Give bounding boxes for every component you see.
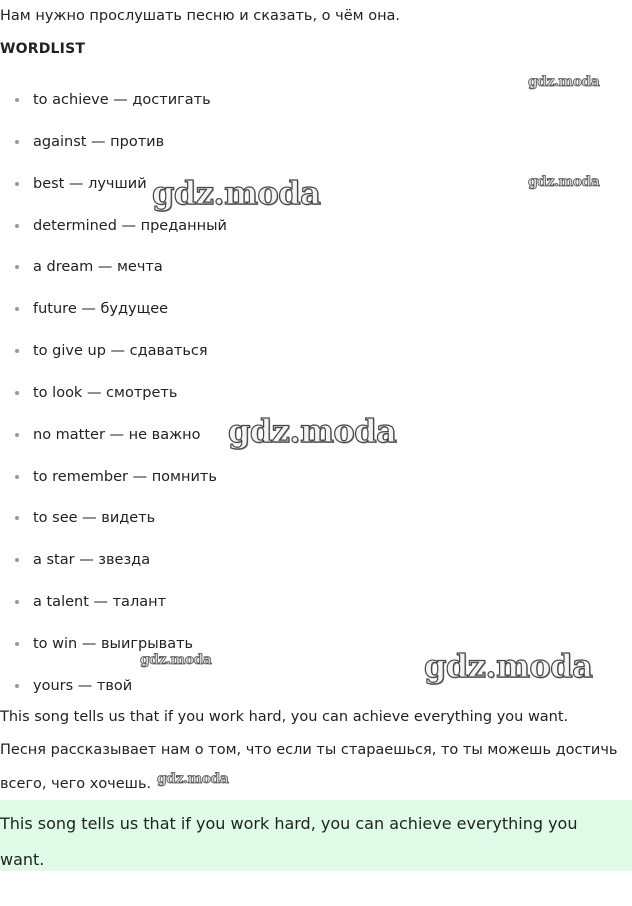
bullet-icon bbox=[15, 182, 19, 186]
watermark: gdz.moda bbox=[152, 174, 321, 212]
list-item-text: to look — смотреть bbox=[33, 384, 178, 401]
bullet-icon bbox=[15, 642, 19, 646]
wordlist-heading: WORDLIST bbox=[0, 41, 86, 57]
intro-text: Нам нужно прослушать песню и сказать, о чём она. bbox=[0, 8, 401, 24]
bullet-icon bbox=[15, 224, 19, 228]
watermark: gdz.moda bbox=[528, 174, 600, 190]
list-item bbox=[0, 90, 227, 132]
bullet-icon bbox=[15, 516, 19, 520]
list-item bbox=[0, 383, 227, 425]
bullet-icon bbox=[15, 265, 19, 269]
answer-box bbox=[0, 800, 632, 871]
list-item-text: a talent — талант bbox=[33, 594, 167, 611]
bullet-icon bbox=[15, 684, 19, 688]
list-item-text: determined — преданный bbox=[33, 217, 227, 234]
answer-text: This song tells us that if you work hard, you can achieve everything you want. bbox=[0, 814, 578, 869]
list-item-text: a star — звезда bbox=[33, 552, 151, 569]
bullet-icon bbox=[15, 433, 19, 437]
bullet-icon bbox=[15, 349, 19, 353]
bullet-icon bbox=[15, 475, 19, 479]
watermark: gdz.moda bbox=[140, 652, 212, 668]
list-item-text: against — против bbox=[33, 133, 165, 150]
list-item bbox=[0, 550, 227, 592]
watermark: gdz.moda bbox=[228, 412, 397, 450]
bullet-icon bbox=[15, 140, 19, 144]
list-item-text: to see — видеть bbox=[33, 510, 156, 527]
watermark: gdz.moda bbox=[528, 74, 600, 90]
list-item bbox=[0, 467, 227, 509]
list-item bbox=[0, 341, 227, 383]
list-item-text: to win — выигрывать bbox=[33, 635, 194, 652]
bullet-icon bbox=[15, 307, 19, 311]
list-item bbox=[0, 216, 227, 258]
list-item bbox=[0, 132, 227, 174]
bullet-icon bbox=[15, 98, 19, 102]
bullet-icon bbox=[15, 391, 19, 395]
list-item-text: best — лучший bbox=[33, 175, 147, 192]
list-item-text: to give up — сдаваться bbox=[33, 343, 208, 360]
paragraph-russian-line-2: всего, чего хочешь. bbox=[0, 776, 152, 792]
list-item-text: to achieve — достигать bbox=[33, 92, 211, 108]
paragraph-english: This song tells us that if you work hard, you can achieve everything you want. bbox=[0, 709, 569, 725]
bullet-icon bbox=[15, 558, 19, 562]
list-item-text: a dream — мечта bbox=[33, 259, 163, 276]
watermark: gdz.moda bbox=[424, 647, 593, 685]
list-item-text: future — будущее bbox=[33, 301, 169, 318]
list-item bbox=[0, 592, 227, 634]
list-item-text: yours — твой bbox=[33, 677, 133, 694]
list-item bbox=[0, 299, 227, 341]
paragraph-russian-line-1: Песня рассказывает нам о том, что если ты стараешься, то ты можешь достичь bbox=[0, 742, 618, 758]
watermark: gdz.moda bbox=[157, 771, 229, 787]
list-item bbox=[0, 257, 227, 299]
list-item bbox=[0, 425, 227, 467]
list-item-text: no matter — не важно bbox=[33, 426, 201, 443]
list-item-text: to remember — помнить bbox=[33, 468, 217, 485]
list-item bbox=[0, 508, 227, 550]
bullet-icon bbox=[15, 600, 19, 604]
